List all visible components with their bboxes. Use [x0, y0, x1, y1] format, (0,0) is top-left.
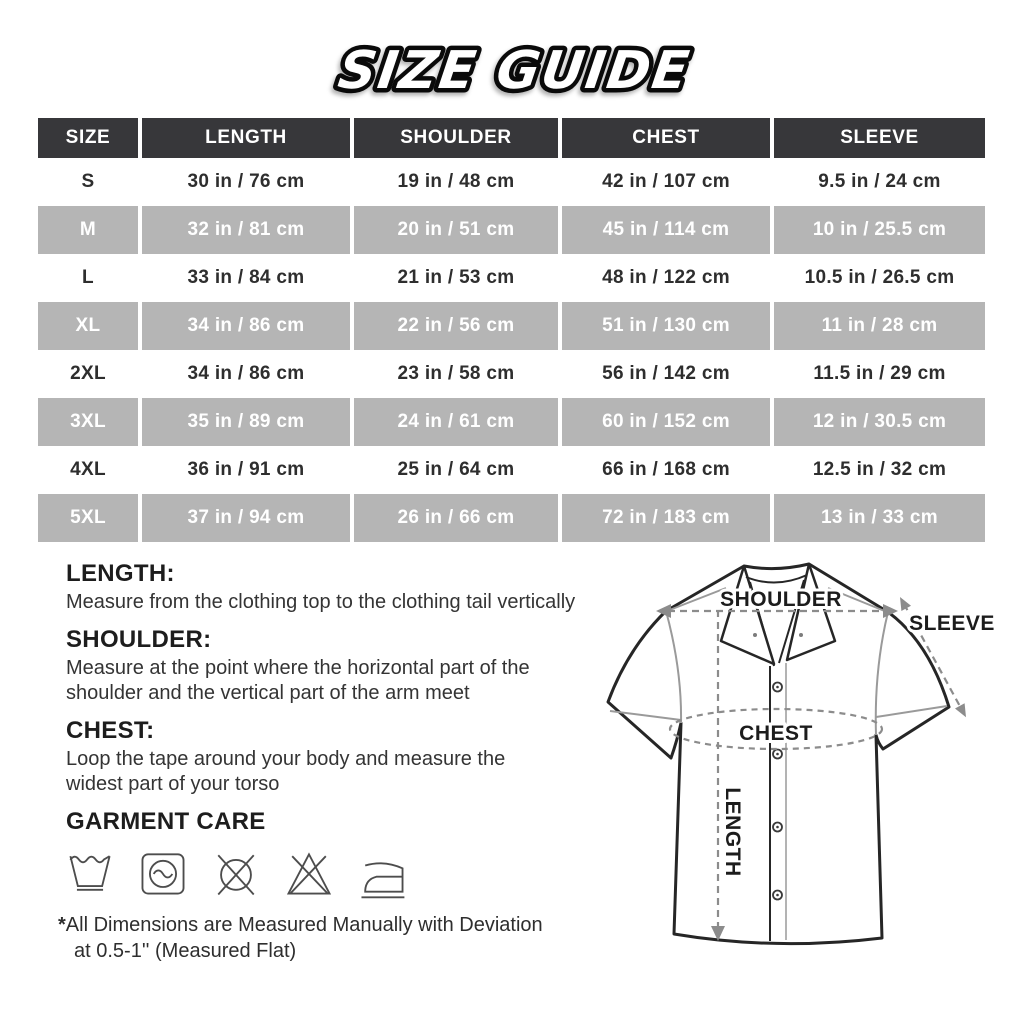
cell-length: 35 in / 89 cm	[142, 398, 350, 446]
page-title-text: SIZE GUIDE	[334, 41, 695, 101]
size-guide-title-art	[0, 28, 1024, 112]
cell-length: 37 in / 94 cm	[142, 494, 350, 542]
table-row	[38, 350, 985, 398]
cell-shoulder: 25 in / 64 cm	[354, 446, 558, 494]
cell-sleeve: 11 in / 28 cm	[774, 302, 985, 350]
sleeve-label: SLEEVE	[909, 612, 995, 635]
cell-chest: 60 in / 152 cm	[562, 398, 770, 446]
page-title	[0, 28, 1024, 112]
table-row	[38, 398, 985, 446]
footnote-line1: All Dimensions are Measured Manually with Deviation	[65, 914, 543, 936]
table-row	[38, 158, 985, 206]
column-header-length: LENGTH	[142, 118, 350, 158]
table-row	[38, 254, 985, 302]
shoulder-description: Measure at the point where the horizontal part of the shoulder and the vertical part of the arm meet	[66, 657, 530, 704]
handwash-icon	[62, 844, 118, 902]
cell-sleeve: 11.5 in / 29 cm	[774, 350, 985, 398]
chest-description: Loop the tape around your body and measure the widest part of your torso	[66, 748, 506, 795]
table-row	[38, 206, 985, 254]
table-row	[38, 302, 985, 350]
cell-shoulder: 22 in / 56 cm	[354, 302, 558, 350]
chest-heading: CHEST:	[66, 717, 155, 744]
chest-label: CHEST	[739, 722, 813, 745]
cell-length: 36 in / 91 cm	[142, 446, 350, 494]
size-chart-table	[38, 118, 985, 542]
cell-sleeve: 12.5 in / 32 cm	[774, 446, 985, 494]
table-header-row	[38, 118, 985, 158]
cell-shoulder: 24 in / 61 cm	[354, 398, 558, 446]
cell-sleeve: 13 in / 33 cm	[774, 494, 985, 542]
cell-shoulder: 21 in / 53 cm	[354, 254, 558, 302]
cell-chest: 66 in / 168 cm	[562, 446, 770, 494]
garment-care-icons	[62, 844, 666, 902]
cell-size: M	[38, 206, 138, 254]
footnote-line2: at 0.5-1'' (Measured Flat)	[74, 940, 297, 962]
footnote-asterisk: *	[58, 914, 66, 936]
deviation-footnote	[58, 912, 666, 964]
cell-size: S	[38, 158, 138, 206]
column-header-chest: CHEST	[562, 118, 770, 158]
cell-size: 4XL	[38, 446, 138, 494]
cell-sleeve: 10.5 in / 26.5 cm	[774, 254, 985, 302]
iron-icon	[354, 844, 410, 902]
shoulder-heading: SHOULDER:	[66, 626, 212, 653]
cell-chest: 51 in / 130 cm	[562, 302, 770, 350]
do-not-dry-clean-icon	[208, 844, 264, 902]
cell-length: 32 in / 81 cm	[142, 206, 350, 254]
shirt-measurement-diagram	[598, 550, 1022, 1022]
cell-length: 33 in / 84 cm	[142, 254, 350, 302]
cell-chest: 56 in / 142 cm	[562, 350, 770, 398]
machine-wash-icon	[135, 844, 191, 902]
measure-instructions	[58, 560, 666, 964]
cell-length: 30 in / 76 cm	[142, 158, 350, 206]
cell-shoulder: 19 in / 48 cm	[354, 158, 558, 206]
cell-length: 34 in / 86 cm	[142, 302, 350, 350]
cell-shoulder: 23 in / 58 cm	[354, 350, 558, 398]
cell-size: L	[38, 254, 138, 302]
garment-care-heading: GARMENT CARE	[66, 808, 266, 835]
cell-size: 3XL	[38, 398, 138, 446]
do-not-bleach-icon	[281, 844, 337, 902]
column-header-size: SIZE	[38, 118, 138, 158]
cell-size: 5XL	[38, 494, 138, 542]
cell-shoulder: 20 in / 51 cm	[354, 206, 558, 254]
cell-size: XL	[38, 302, 138, 350]
cell-chest: 48 in / 122 cm	[562, 254, 770, 302]
column-header-shoulder: SHOULDER	[354, 118, 558, 158]
table-row	[38, 494, 985, 542]
cell-chest: 42 in / 107 cm	[562, 158, 770, 206]
cell-sleeve: 12 in / 30.5 cm	[774, 398, 985, 446]
column-header-sleeve: SLEEVE	[774, 118, 985, 158]
length-description: Measure from the clothing top to the clothing tail vertically	[66, 591, 576, 613]
shoulder-label: SHOULDER	[720, 588, 842, 611]
cell-shoulder: 26 in / 66 cm	[354, 494, 558, 542]
cell-chest: 72 in / 183 cm	[562, 494, 770, 542]
table-row	[38, 446, 985, 494]
cell-sleeve: 10 in / 25.5 cm	[774, 206, 985, 254]
shirt-diagram-art	[598, 550, 1022, 1022]
cell-sleeve: 9.5 in / 24 cm	[774, 158, 985, 206]
cell-size: 2XL	[38, 350, 138, 398]
length-label: LENGTH	[721, 787, 744, 877]
cell-length: 34 in / 86 cm	[142, 350, 350, 398]
length-heading: LENGTH:	[66, 560, 175, 587]
cell-chest: 45 in / 114 cm	[562, 206, 770, 254]
